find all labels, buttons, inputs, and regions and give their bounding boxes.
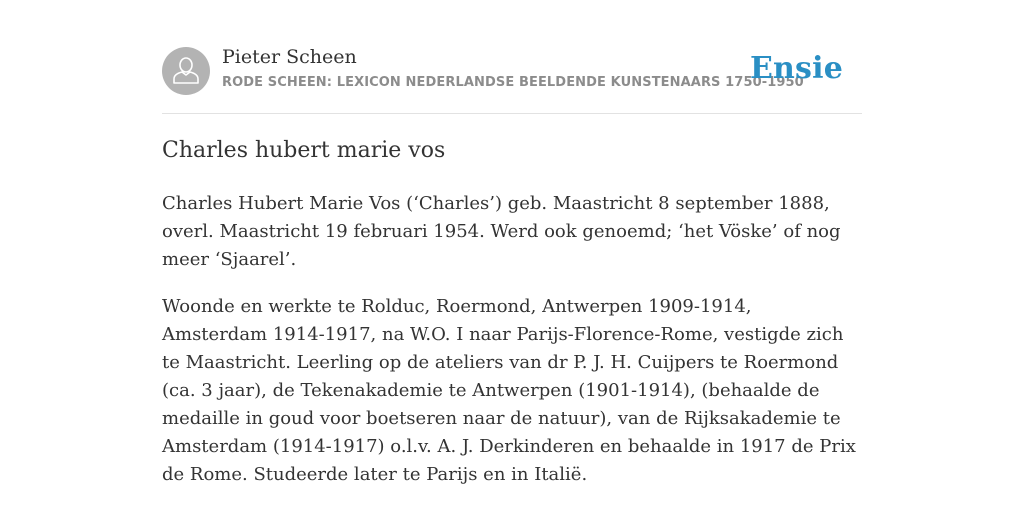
- article-title: Charles hubert marie vos: [162, 138, 446, 163]
- header-divider: [162, 113, 862, 114]
- brand-logo[interactable]: Ensie: [749, 51, 843, 86]
- user-icon: [162, 47, 210, 95]
- article-body: [162, 190, 862, 508]
- avatar[interactable]: [162, 47, 210, 95]
- header: [162, 44, 862, 98]
- paragraph: Woonde en werkte te Rolduc, Roermond, Antwerpen 1909-1914, Amsterdam 1914-1917, na W.O. I naar Parijs-Florence-Rome, vestigde zich te Maastricht. Leerling op de ateliers van dr P. J. H. Cuijpers te Roermond (ca. 3 jaar), de Tekenakademie te Antwerpen (1901-1914), (behaalde de medaille in goud voor boetseren naar de natuur), van de Rijksakademie te Amsterdam (1914-1917) o.l.v. A. J. Derkinderen en behaalde in 1917 de Prix de Rome. Studeerde later te Parijs en in Italië.: [162, 296, 856, 485]
- paragraph: Charles Hubert Marie Vos (‘Charles’) geb. Maastricht 8 september 1888, overl. Maastricht 19 februari 1954. Werd ook genoemd; ‘het Vöske’ of nog meer ‘Sjaarel’.: [162, 193, 841, 270]
- author-name[interactable]: Pieter Scheen: [222, 46, 357, 68]
- source-title[interactable]: RODE SCHEEN: LEXICON NEDERLANDSE BEELDENDE KUNSTENAARS 1750-1950: [222, 75, 804, 90]
